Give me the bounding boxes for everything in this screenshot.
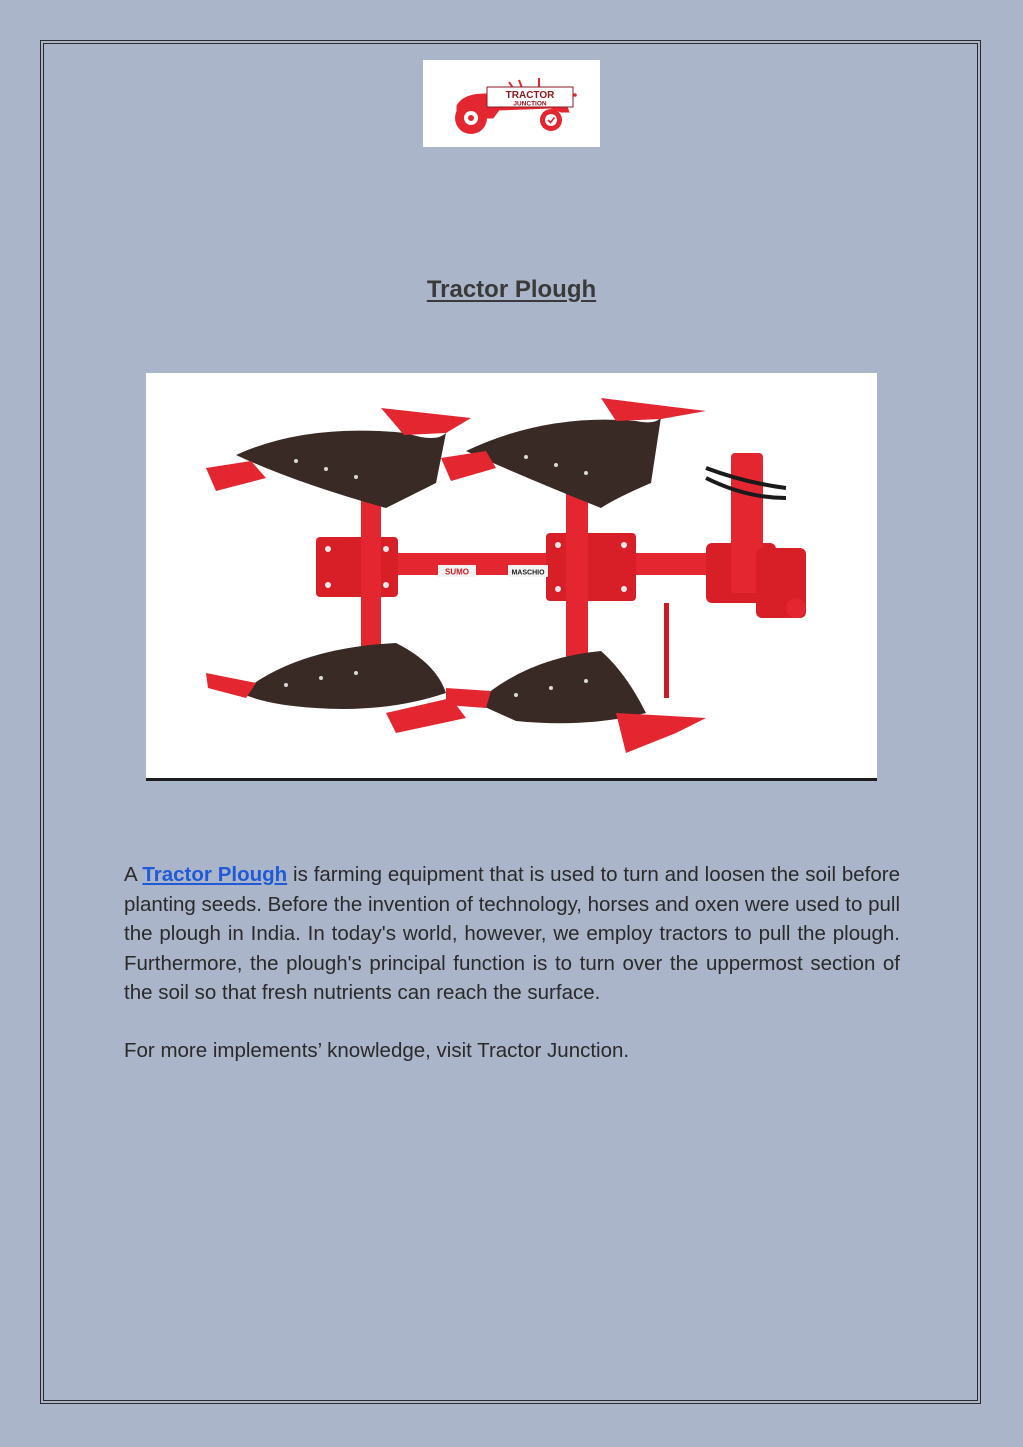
page-title: Tractor Plough	[426, 276, 597, 303]
logo-line2: JUNCTION	[513, 100, 547, 108]
plate-label-sumo: SUMO	[445, 567, 469, 577]
description-paragraph	[124, 860, 900, 1008]
paragraph-lead: A	[124, 863, 143, 886]
logo-line1: TRACTOR	[505, 90, 555, 101]
tractor-plough-link[interactable]: Tractor Plough	[142, 863, 288, 886]
plate-label-maschio: MASCHIO	[511, 569, 545, 577]
footer-text: For more implements’ knowledge, visit Tractor Junction.	[124, 1039, 630, 1062]
tractor-junction-logo[interactable]	[423, 60, 600, 147]
paragraph-rest: is farming equipment that is used to turn and loosen the soil before planting seeds. Before the invention of technology, horses and oxen were used to pull the plough in India. In today's world, however, we employ tractors to pull the plough. Furthermore, the plough's principal function is to turn over the uppermost section of the soil so that fresh nutrients can reach the surface.	[124, 863, 900, 1005]
plough-photo	[146, 373, 877, 781]
